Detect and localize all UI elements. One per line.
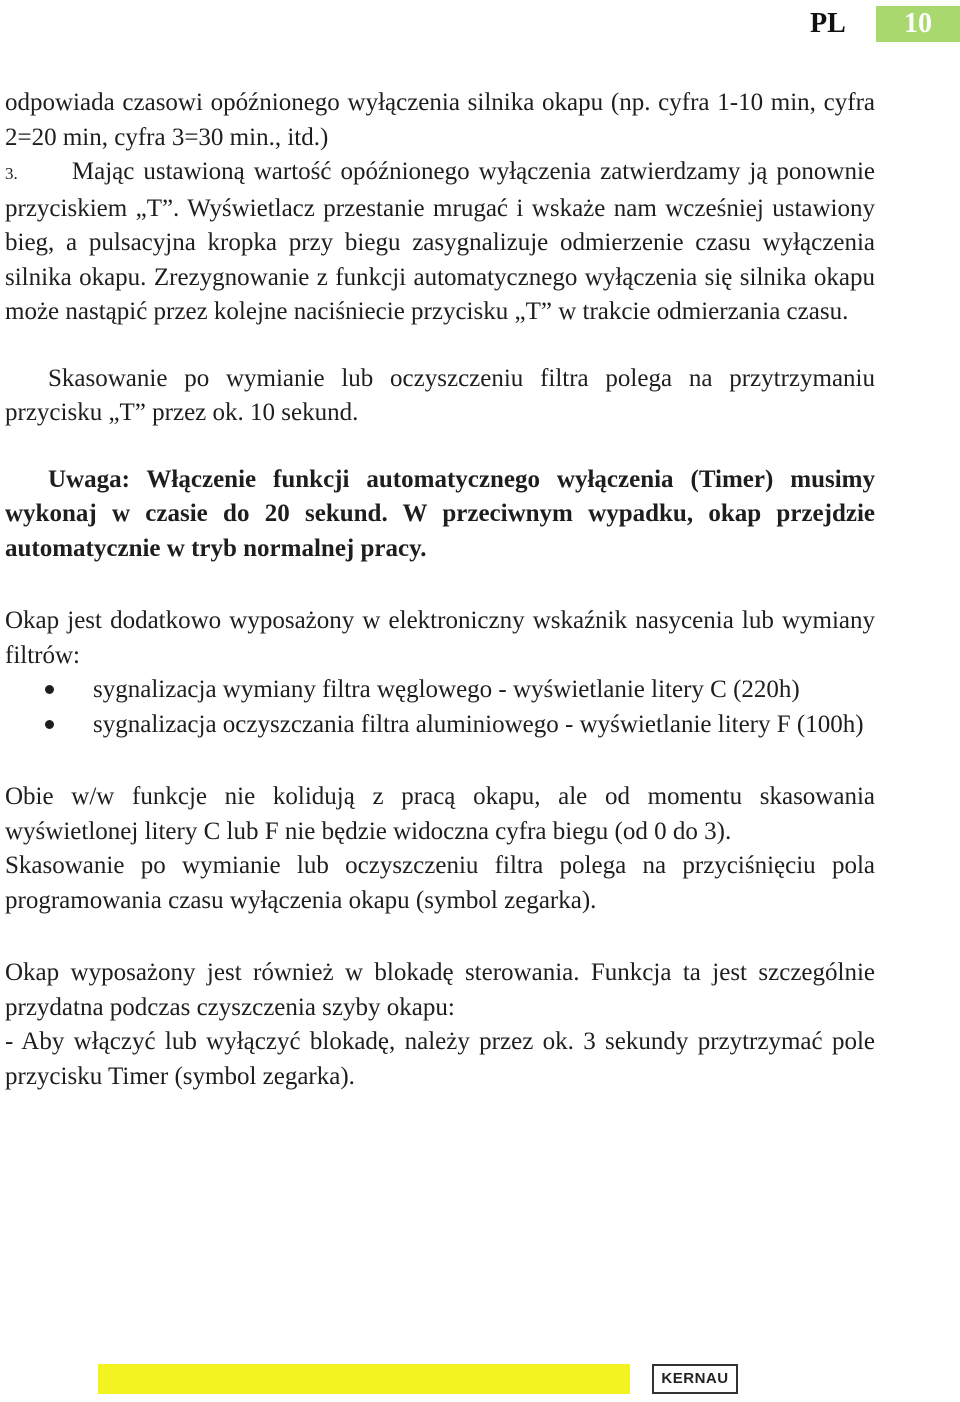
paragraph-lock-instruction: - Aby włączyć lub wyłączyć blokadę, należy przez ok. 3 sekundy przytrzymać pole przycisku Timer (symbol zegarka).	[5, 1028, 875, 1090]
paragraph-functions-note: Obie w/w funkcje nie kolidują z pracą okapu, ale od momentu skasowania wyświetlonej litery C lub F nie będzie widoczna cyfra biegu (od 0 do 3).	[5, 783, 875, 845]
bullet-icon	[45, 720, 54, 729]
list-item-text: sygnalizacja wymiany filtra węglowego - wyświetlanie litery C (220h)	[93, 676, 800, 703]
language-label: PL	[810, 8, 846, 39]
filter-reset-text: Skasowanie po wymianie lub oczyszczeniu filtra polega na przytrzymaniu przycisku „T” przez ok. 10 sekund.	[5, 364, 875, 426]
brand-logo: KERNAU	[652, 1364, 738, 1394]
warning-text: Uwaga: Włączenie funkcji automatycznego wyłączenia (Timer) musimy wykonaj w czasie do 20 sekund. W przeciwnym wypadku, okap przejdzie automatycznie w tryb normalnej pracy.	[5, 465, 875, 562]
paragraph-filter-reset	[5, 362, 875, 431]
paragraph-delay-values: odpowiada czasowi opóźnionego wyłączenia silnika okapu (np. cyfra 1-10 min, cyfra 2=20 min, cyfra 3=30 min., itd.)	[5, 89, 875, 151]
bullet-icon	[45, 685, 54, 694]
paragraph-control-lock: Okap wyposażony jest również w blokadę sterowania. Funkcja ta jest szczególnie przydatna podczas czyszczenia szyby okapu:	[5, 959, 875, 1021]
warning-note	[5, 463, 875, 567]
step-number: 3.	[5, 164, 18, 183]
page-number-badge: 10	[876, 6, 960, 42]
document-body	[5, 86, 875, 1094]
paragraph-filter-indicator: Okap jest dodatkowo wyposażony w elektroniczny wskaźnik nasycenia lub wymiany filtrów:	[5, 607, 875, 669]
filter-signal-list	[5, 673, 875, 742]
step-3-text: Mając ustawioną wartość opóźnionego wyłączenia zatwierdzamy ją ponownie przyciskiem „T”. Wyświetlacz przestanie mrugać i wskaże nam wcześniej ustawiony bieg, a pulsacyjna kropka przy biegu zasygnalizuje odmierzenie czasu wyłączenia silnika okapu. Zrezygnowanie z funkcji automatycznego wyłączenia się silnika okapu może nastąpić przez kolejne naciśniecie przycisku „T” w trakcie odmierzania czasu.	[5, 158, 875, 325]
list-item	[5, 673, 875, 708]
list-item-text: sygnalizacja oczyszczania filtra aluminiowego - wyświetlanie litery F (100h)	[93, 710, 864, 738]
paragraph-reset-clock: Skasowanie po wymianie lub oczyszczeniu filtra polega na przyciśnięciu pola programowania czasu wyłączenia okapu (symbol zegarka).	[5, 852, 875, 914]
footer-accent-bar	[98, 1364, 630, 1394]
list-item	[5, 708, 875, 743]
paragraph-step-3	[5, 155, 875, 330]
